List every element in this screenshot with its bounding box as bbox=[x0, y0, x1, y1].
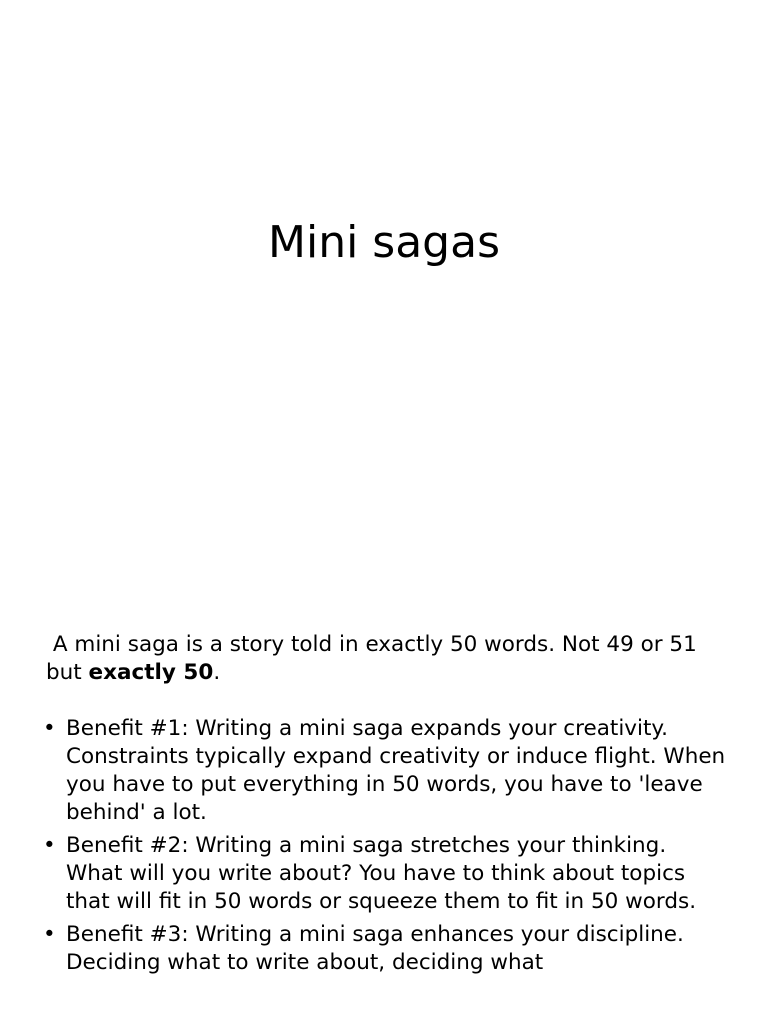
benefit-text: Benefit #1: Writing a mini saga expands your creativity. Constraints typically expand creativity or induce flight. When you have to put everything in 50 words, you have to 'leave behind' a lot. bbox=[66, 716, 726, 825]
benefit-item-3 bbox=[43, 921, 726, 977]
benefit-text: Benefit #2: Writing a mini saga stretches your thinking. What will you write about? You have to think about topics that will fit in 50 words or squeeze them to fit in 50 words. bbox=[66, 833, 697, 914]
intro-tail: . bbox=[213, 660, 221, 685]
benefit-text: Benefit #3: Writing a mini saga enhances your discipline. Deciding what to write about, deciding what bbox=[66, 922, 684, 975]
benefit-item-2 bbox=[43, 832, 726, 916]
slide-body bbox=[43, 631, 726, 982]
intro-emphasis: exactly 50 bbox=[88, 660, 214, 685]
page-title: Mini sagas bbox=[268, 217, 500, 268]
intro-text: A mini saga is a story told in exactly 50 words. Not 49 or 51 but bbox=[46, 632, 704, 685]
intro-paragraph bbox=[46, 631, 726, 687]
bullet-icon: • bbox=[43, 833, 56, 858]
bullet-icon: • bbox=[43, 716, 56, 741]
benefits-list bbox=[43, 715, 726, 977]
bullet-icon: • bbox=[43, 922, 56, 947]
benefit-item-1 bbox=[43, 715, 726, 827]
